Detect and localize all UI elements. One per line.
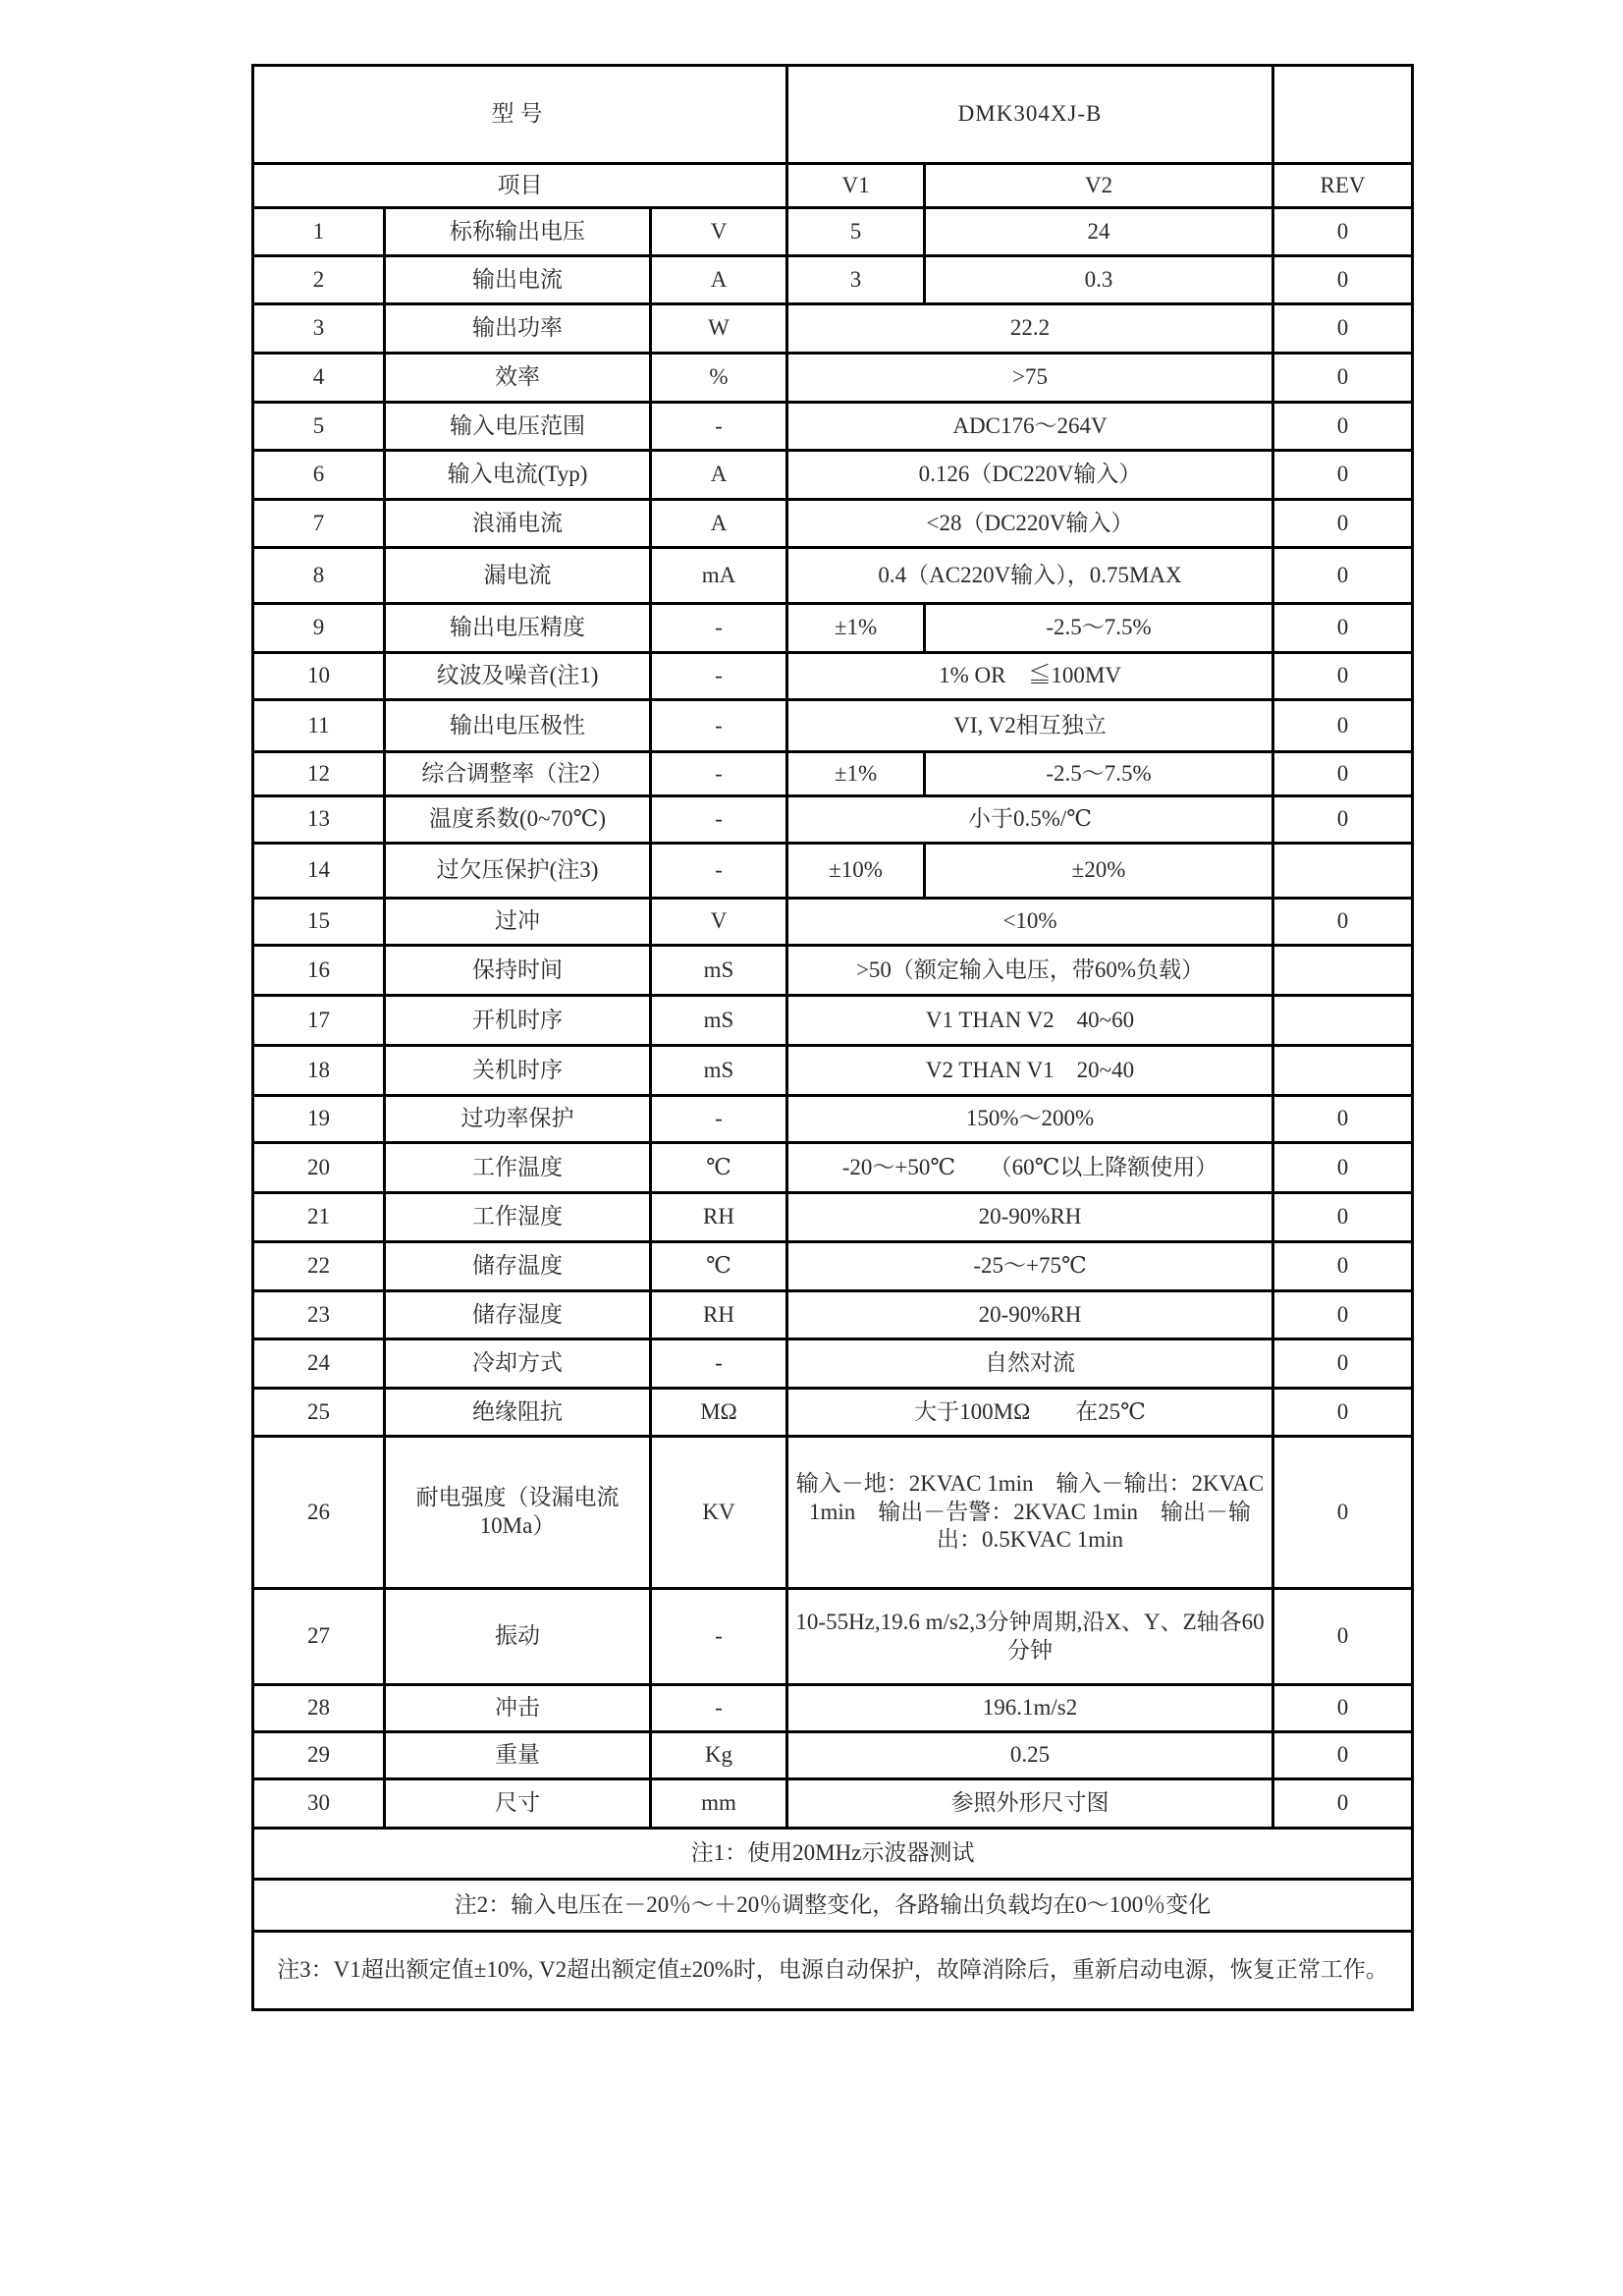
item-header: 项目 [253,164,787,208]
table-row [253,1732,1413,1779]
unit-cell: V [651,899,787,946]
item-cell: 保持时间 [385,946,651,996]
v1-cell: 5 [787,208,925,256]
table-row [253,946,1413,996]
table-row [253,451,1413,500]
v2-cell: -2.5～7.5% [925,752,1273,796]
item-cell: 综合调整率（注2） [385,752,651,796]
table-row [253,548,1413,604]
unit-cell: W [651,304,787,354]
v1-cell: ±1% [787,604,925,653]
item-cell: 输出功率 [385,304,651,354]
rev-cell [1273,996,1413,1046]
item-cell: 工作湿度 [385,1193,651,1242]
item-cell: 输入电压范围 [385,403,651,451]
item-cell: 输出电流 [385,256,651,304]
unit-cell: KV [651,1437,787,1589]
rev-cell: 0 [1273,403,1413,451]
value-cell: 10-55Hz,19.6 m/s2,3分钟周期,沿X、Y、Z轴各60分钟 [787,1589,1273,1685]
unit-cell: - [651,403,787,451]
item-cell: 过冲 [385,899,651,946]
item-cell: 过欠压保护(注3) [385,844,651,899]
table-row [253,1242,1413,1291]
item-cell: 输出电压精度 [385,604,651,653]
table-row [253,1589,1413,1685]
rev-cell: 0 [1273,304,1413,354]
rev-cell: 0 [1273,604,1413,653]
note-row [253,1932,1413,2010]
row-number-cell: 1 [253,208,385,256]
row-number-cell: 30 [253,1779,385,1829]
spec-table [251,64,1414,2011]
rev-cell: 0 [1273,1193,1413,1242]
table-row [253,1291,1413,1339]
row-number-cell: 11 [253,700,385,752]
unit-cell: mS [651,946,787,996]
v2-cell: -2.5～7.5% [925,604,1273,653]
unit-cell: % [651,354,787,403]
item-cell: 储存温度 [385,1242,651,1291]
table-row [253,208,1413,256]
table-row [253,304,1413,354]
row-number-cell: 14 [253,844,385,899]
table-row [253,844,1413,899]
unit-cell: - [651,1096,787,1143]
item-cell: 振动 [385,1589,651,1685]
row-number-cell: 15 [253,899,385,946]
row-number-cell: 21 [253,1193,385,1242]
rev-cell: 0 [1273,1389,1413,1437]
value-cell: -25～+75℃ [787,1242,1273,1291]
row-number-cell: 29 [253,1732,385,1779]
table-row [253,1779,1413,1829]
row-number-cell: 22 [253,1242,385,1291]
unit-cell: - [651,604,787,653]
item-cell: 浪涌电流 [385,500,651,548]
row-number-cell: 8 [253,548,385,604]
row-number-cell: 5 [253,403,385,451]
rev-cell: 0 [1273,500,1413,548]
v2-cell: 0.3 [925,256,1273,304]
value-cell: 196.1m/s2 [787,1685,1273,1732]
row-number-cell: 4 [253,354,385,403]
item-cell: 冷却方式 [385,1339,651,1389]
table-row [253,1339,1413,1389]
table-row [253,653,1413,700]
row-number-cell: 7 [253,500,385,548]
value-cell: 小于0.5%/℃ [787,796,1273,844]
unit-cell: mA [651,548,787,604]
row-number-cell: 28 [253,1685,385,1732]
row-number-cell: 25 [253,1389,385,1437]
unit-cell: ℃ [651,1242,787,1291]
header-row-model [253,66,1413,164]
rev-cell: 0 [1273,899,1413,946]
value-cell: V1 THAN V2 40~60 [787,996,1273,1046]
rev-cell: 0 [1273,1779,1413,1829]
table-row [253,796,1413,844]
rev-cell [1273,946,1413,996]
v2-cell: 24 [925,208,1273,256]
table-row [253,1685,1413,1732]
value-cell: 1% OR ≦100MV [787,653,1273,700]
row-number-cell: 10 [253,653,385,700]
value-cell: 自然对流 [787,1339,1273,1389]
unit-cell: A [651,451,787,500]
table-row [253,899,1413,946]
v2-cell: ±20% [925,844,1273,899]
table-row [253,700,1413,752]
rev-cell: 0 [1273,548,1413,604]
value-cell: 大于100MΩ 在25℃ [787,1389,1273,1437]
value-cell: ADC176～264V [787,403,1273,451]
rev-cell: 0 [1273,1437,1413,1589]
row-number-cell: 2 [253,256,385,304]
rev-cell: 0 [1273,1291,1413,1339]
unit-cell: A [651,256,787,304]
unit-cell: - [651,653,787,700]
unit-cell: - [651,752,787,796]
row-number-cell: 18 [253,1046,385,1096]
rev-cell: 0 [1273,1589,1413,1685]
item-cell: 标称输出电压 [385,208,651,256]
unit-cell: ℃ [651,1143,787,1193]
row-number-cell: 12 [253,752,385,796]
value-cell: 0.126（DC220V输入） [787,451,1273,500]
value-cell: VI, V2相互独立 [787,700,1273,752]
row-number-cell: 19 [253,1096,385,1143]
note-2: 注2：输入电压在－20％～＋20％调整变化，各路输出负载均在0～100％变化 [253,1880,1413,1932]
table-row [253,403,1413,451]
value-cell: <28（DC220V输入） [787,500,1273,548]
rev-cell [1273,1046,1413,1096]
value-cell: 20-90%RH [787,1193,1273,1242]
rev-cell: 0 [1273,451,1413,500]
table-row [253,1096,1413,1143]
value-cell: 0.25 [787,1732,1273,1779]
item-cell: 冲击 [385,1685,651,1732]
item-cell: 漏电流 [385,548,651,604]
note-3: 注3：V1超出额定值±10%, V2超出额定值±20%时，电源自动保护，故障消除后，重新启动电源，恢复正常工作。 [253,1932,1413,2010]
value-cell: 0.4（AC220V输入），0.75MAX [787,548,1273,604]
rev-cell: 0 [1273,1096,1413,1143]
v1-cell: ±1% [787,752,925,796]
rev-cell: 0 [1273,1242,1413,1291]
header-row-columns [253,164,1413,208]
value-cell: 150%～200% [787,1096,1273,1143]
rev-cell [1273,844,1413,899]
value-cell: 20-90%RH [787,1291,1273,1339]
row-number-cell: 3 [253,304,385,354]
row-number-cell: 17 [253,996,385,1046]
table-row [253,996,1413,1046]
row-number-cell: 24 [253,1339,385,1389]
rev-cell: 0 [1273,1732,1413,1779]
note-row [253,1829,1413,1880]
row-number-cell: 9 [253,604,385,653]
value-cell: >50（额定输入电压，带60%负载） [787,946,1273,996]
item-cell: 温度系数(0~70℃) [385,796,651,844]
row-number-cell: 27 [253,1589,385,1685]
rev-cell: 0 [1273,752,1413,796]
rev-cell: 0 [1273,256,1413,304]
unit-cell: - [651,1589,787,1685]
table-row [253,752,1413,796]
unit-cell: - [651,796,787,844]
row-number-cell: 6 [253,451,385,500]
row-number-cell: 13 [253,796,385,844]
value-cell: >75 [787,354,1273,403]
model-value: DMK304XJ-B [787,66,1273,164]
unit-cell: Kg [651,1732,787,1779]
rev-cell: 0 [1273,208,1413,256]
table-row [253,1389,1413,1437]
value-cell: V2 THAN V1 20~40 [787,1046,1273,1096]
item-cell: 工作温度 [385,1143,651,1193]
table-row [253,604,1413,653]
model-rev-empty-cell [1273,66,1413,164]
item-cell: 输出电压极性 [385,700,651,752]
row-number-cell: 23 [253,1291,385,1339]
value-cell: 参照外形尺寸图 [787,1779,1273,1829]
table-row [253,1193,1413,1242]
rev-header: REV [1273,164,1413,208]
rev-cell: 0 [1273,796,1413,844]
table-row [253,1143,1413,1193]
item-cell: 关机时序 [385,1046,651,1096]
table-row [253,500,1413,548]
note-row [253,1880,1413,1932]
item-cell: 过功率保护 [385,1096,651,1143]
item-cell: 纹波及噪音(注1) [385,653,651,700]
rev-cell: 0 [1273,1685,1413,1732]
unit-cell: - [651,844,787,899]
unit-cell: RH [651,1291,787,1339]
unit-cell: RH [651,1193,787,1242]
item-cell: 重量 [385,1732,651,1779]
v2-header: V2 [925,164,1273,208]
item-cell: 耐电强度（设漏电流10Ma） [385,1437,651,1589]
item-cell: 输入电流(Typ) [385,451,651,500]
rev-cell: 0 [1273,354,1413,403]
table-row [253,1437,1413,1589]
rev-cell: 0 [1273,700,1413,752]
v1-cell: ±10% [787,844,925,899]
note-1: 注1：使用20MHz示波器测试 [253,1829,1413,1880]
rev-cell: 0 [1273,653,1413,700]
item-cell: 绝缘阻抗 [385,1389,651,1437]
row-number-cell: 26 [253,1437,385,1589]
value-cell: 输入－地：2KVAC 1min 输入－输出：2KVAC 1min 输出－告警：2KVAC 1min 输出－输出：0.5KVAC 1min [787,1437,1273,1589]
unit-cell: - [651,1685,787,1732]
value-cell: -20～+50℃ （60℃以上降额使用） [787,1143,1273,1193]
unit-cell: V [651,208,787,256]
model-label: 型号 [253,66,787,164]
item-cell: 储存湿度 [385,1291,651,1339]
unit-cell: - [651,700,787,752]
table-row [253,1046,1413,1096]
item-cell: 开机时序 [385,996,651,1046]
rev-cell: 0 [1273,1339,1413,1389]
row-number-cell: 20 [253,1143,385,1193]
rev-cell: 0 [1273,1143,1413,1193]
table-row [253,354,1413,403]
table-row [253,256,1413,304]
v1-cell: 3 [787,256,925,304]
unit-cell: - [651,1339,787,1389]
value-cell: 22.2 [787,304,1273,354]
unit-cell: A [651,500,787,548]
item-cell: 效率 [385,354,651,403]
item-cell: 尺寸 [385,1779,651,1829]
v1-header: V1 [787,164,925,208]
unit-cell: mS [651,996,787,1046]
unit-cell: mS [651,1046,787,1096]
value-cell: <10% [787,899,1273,946]
unit-cell: MΩ [651,1389,787,1437]
unit-cell: mm [651,1779,787,1829]
row-number-cell: 16 [253,946,385,996]
